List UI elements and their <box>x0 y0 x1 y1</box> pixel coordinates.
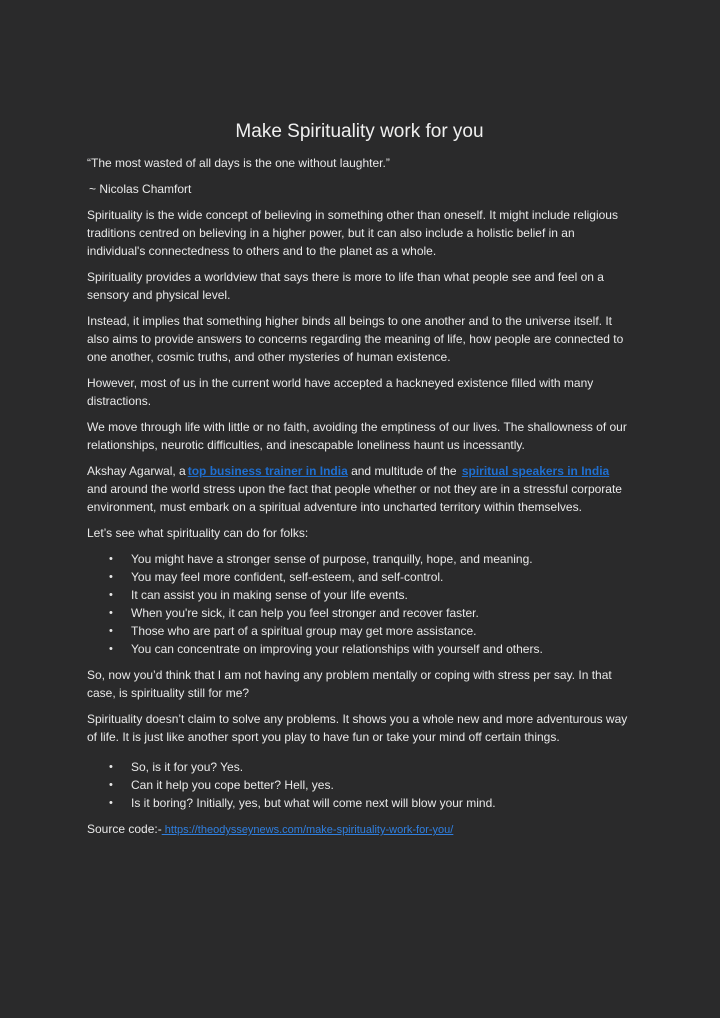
paragraph-1: Spirituality is the wide concept of believing in something other than oneself. It might include religious traditions centred on believing in a higher power, but it can also include a holistic belief in an individual's connectedness to others and to the planet as a whole. <box>87 208 618 258</box>
bullet-icon: • <box>109 779 113 791</box>
document-page <box>87 120 632 847</box>
bullet-icon: • <box>109 797 113 809</box>
paragraph-2: Spirituality provides a worldview that says there is more to life than what people see and feel on a sensory and physical level. <box>87 270 604 302</box>
document-title: Make Spirituality work for you <box>235 121 484 142</box>
bullet-icon: • <box>109 643 113 655</box>
list-item-text: Is it boring? Initially, yes, but what will come next will blow your mind. <box>131 796 496 810</box>
link-top-business-trainer[interactable]: top business trainer in India <box>187 464 348 478</box>
paragraph-8: So, now you’d think that I am not having any problem mentally or coping with stress per say. In that case, is spirituality still for me? <box>87 668 612 700</box>
list-item-text: You can concentrate on improving your relationships with yourself and others. <box>131 642 543 656</box>
bullet-icon: • <box>109 625 113 637</box>
list-item-text: You might have a stronger sense of purpose, tranquilly, hope, and meaning. <box>131 552 533 566</box>
paragraph-5: We move through life with little or no faith, avoiding the emptiness of our lives. The shallowness of our relationships, neurotic difficulties, and inescapable loneliness haunt us incessantly. <box>87 420 627 452</box>
paragraph-9: Spirituality doesn’t claim to solve any problems. It shows you a whole new and more adventurous way of life. It is just like another sport you play to have fun or take your mind off certain things. <box>87 712 628 744</box>
list-item <box>87 586 632 604</box>
list-item-text: So, is it for you? Yes. <box>131 760 244 774</box>
list-item <box>87 550 632 568</box>
list-item <box>87 758 632 776</box>
list-item-text: When you're sick, it can help you feel stronger and recover faster. <box>131 606 479 620</box>
list-item <box>87 794 632 812</box>
list-item-text: You may feel more confident, self-esteem, and self-control. <box>131 570 444 584</box>
bullet-icon: • <box>109 761 113 773</box>
list-item-text: Can it help you cope better? Hell, yes. <box>131 778 334 792</box>
bullet-icon: • <box>109 589 113 601</box>
bullet-icon: • <box>109 553 113 565</box>
bullet-icon: • <box>109 607 113 619</box>
paragraph-4: However, most of us in the current world have accepted a hackneyed existence filled with many distractions. <box>87 376 594 408</box>
quote: “The most wasted of all days is the one without laughter.” <box>87 156 390 170</box>
list-item-text: It can assist you in making sense of your life events. <box>131 588 408 602</box>
link-spiritual-speakers[interactable]: spiritual speakers in India <box>461 464 610 478</box>
paragraph-6 <box>87 462 632 516</box>
list-item <box>87 568 632 586</box>
paragraph-6-text-after: and around the world stress upon the fact that people whether or not they are in a stressful corporate environment, must embark on a spiritual adventure into uncharted territory within themselves. <box>87 482 622 514</box>
source-label: Source code:- <box>87 822 162 836</box>
paragraph-3: Instead, it implies that something higher binds all beings to one another and to the universe itself. It also aims to provide answers to concerns regarding the meaning of life, how people are connected to one another, cosmic truths, and other mysteries of human existence. <box>87 314 624 364</box>
paragraph-6-text-before: Akshay Agarwal, a <box>87 464 186 478</box>
quote-author: ~ Nicolas Chamfort <box>89 182 192 196</box>
paragraph-7: Let’s see what spirituality can do for folks: <box>87 526 309 540</box>
benefits-list <box>87 550 632 658</box>
questions-list <box>87 758 632 812</box>
source-link[interactable]: https://theodysseynews.com/make-spirituality-work-for-you/ <box>161 824 454 836</box>
source-line <box>87 820 632 839</box>
paragraph-6-text-middle: and multitude of the <box>347 464 460 478</box>
bullet-icon: • <box>109 571 113 583</box>
list-item <box>87 604 632 622</box>
list-item-text: Those who are part of a spiritual group may get more assistance. <box>131 624 477 638</box>
list-item <box>87 622 632 640</box>
list-item <box>87 776 632 794</box>
list-item <box>87 640 632 658</box>
